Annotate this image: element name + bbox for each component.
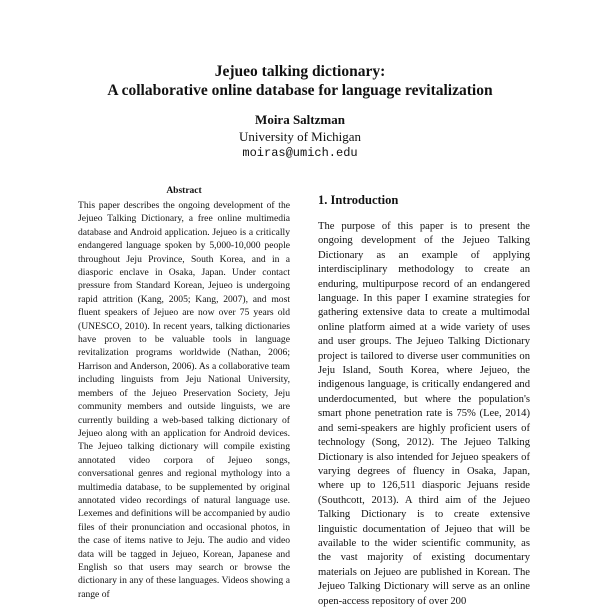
author-affiliation: University of Michigan bbox=[238, 129, 362, 144]
abstract-paragraph: This paper describes the ongoing development of the Jejueo Talking Dictionary, a free online multimedia database and Android application. Jejueo is a critically endangered language spoken by 5,000-10,000 people throughout Jeju Province, South Korea, and in a diasporic enclave in Osaka, Japan. Under contact pressure from Standard Korean, Jejueo is undergoing rapid attrition (Kang, 2005; Kang, 2007), and most fluent speakers of Jejueo are now over 75 years old (UNESCO, 2010). In recent years, talking dictionaries have proven to be valuable tools in language revitalization programs worldwide (Nathan, 2006; Harrison and Anderson, 2006). As a collaborative team including linguists from Jeju National University, members of the Jejueo Preservation Society, Jeju community members and outside linguists, we are currently building a web-based talking dictionary of Jejueo along with an application for Android devices. The Jejueo talking dictionary will compile existing annotated video corpora of Jejueo songs, conversational genres and regional mythology into a multimedia database, to be supplemented by original annotated video recordings of natural language use. Lexemes and definitions will be accompanied by audio files of their pronunciation and occasional photos, in the case of items native to Jeju. The audio and video data will be tagged in Jejueo, Korean, Japanese and English so that users may search or browse the dictionary in any of these languages. Videos showing a range of bbox=[78, 200, 290, 600]
paper-title bbox=[0, 62, 600, 100]
author-name: Moira Saltzman bbox=[255, 112, 345, 127]
title-line-1: Jejueo talking dictionary: bbox=[214, 63, 386, 80]
introduction-heading: 1. Introduction bbox=[318, 193, 399, 207]
abstract-heading: Abstract bbox=[166, 186, 202, 196]
author-email: moiras@umich.edu bbox=[242, 146, 358, 160]
introduction-column bbox=[318, 220, 530, 609]
title-line-2: A collaborative online database for language revitalization bbox=[107, 82, 493, 99]
author-block bbox=[0, 111, 600, 162]
introduction-paragraph: The purpose of this paper is to present the ongoing development of the Jejueo Talking Dictionary as an example of applying interdisciplinary methodology to create an enduring, multipurpose record of an endangered language. In this paper I examine strategies for gathering extensive data to create a multimodal online platform aimed at a wide variety of uses and user groups. The Jejueo Talking Dictionary project is tailored to diverse user communities on Jeju Island, South Korea, where Jejueo, the indigenous language, is critically endangered and underdocumented, but where the population's smart phone penetration rate is 75% (Lee, 2014) and semi-speakers are highly proficient users of technology (Song, 2012). The Jejueo Talking Dictionary is also intended for Jejueo speakers of varying degrees of fluency in Osaka, Japan, where up to 126,511 diasporic Jejuans reside (Southcott, 2013). A third aim of the Jejueo Talking Dictionary is to create extensive linguistic documentation of Jejueo that will be available to the wider scientific community, as the vast majority of existing documentary materials on Jejueo are published in Korean. The Jejueo Talking Dictionary will serve as an online open-access repository of over 200 bbox=[318, 221, 530, 607]
abstract-column bbox=[78, 199, 290, 601]
